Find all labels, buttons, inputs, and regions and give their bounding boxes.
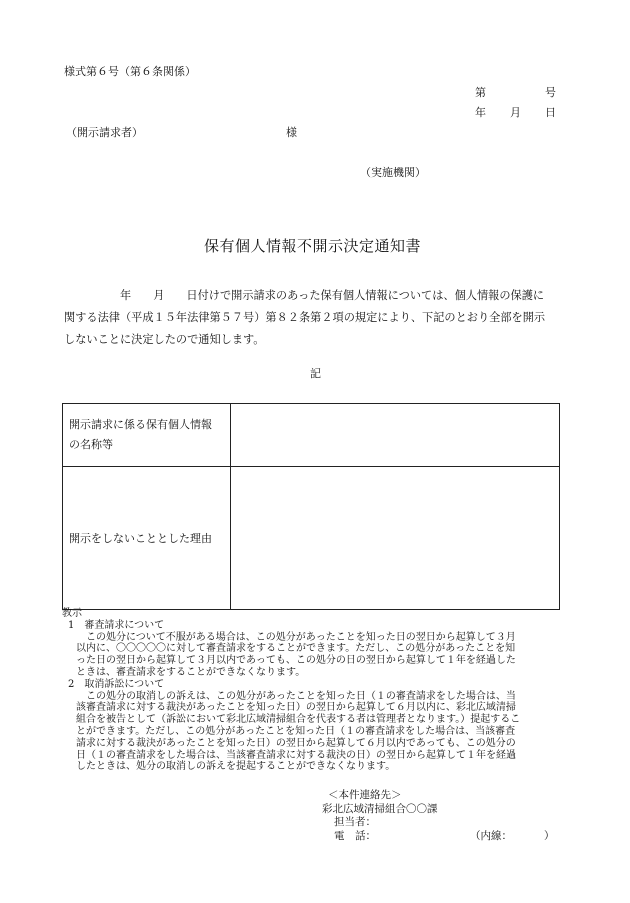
notice-item-1-title: 1 審査請求について	[68, 619, 165, 631]
notice-item-2-title: 2 取消訴訟について	[68, 678, 165, 690]
contact-ext-open: （内線：	[470, 829, 512, 842]
row1-label	[63, 404, 231, 467]
notice-section	[62, 608, 572, 773]
notice-item-2-line-4: とができます。ただし、この処分があったことを知った日（１の審査請求をした場合は、当該審査	[76, 725, 516, 737]
doc-number-go: 号	[545, 86, 556, 99]
record-table	[62, 403, 560, 610]
form-label: 様式第６号（第６条関係）	[64, 65, 196, 78]
doc-number-dai: 第	[475, 86, 486, 99]
notice-item-2-line-3: 組合を被告として（訴訟において彩北広域清掃組合を代表する者は管理者となります。）提起するこ	[76, 714, 521, 726]
contact-phone-label: 電 話：	[334, 829, 376, 842]
contact-block	[322, 789, 555, 843]
notice-item-1-line-1: この処分について不服がある場合は、この処分があったことを知った日の翌日から起算して３月	[86, 631, 516, 643]
notice-item-2-line-2: 該審査請求に対する裁決があったことを知った日）の翌日から起算して６月以内に、彩北広域清掃	[76, 702, 516, 714]
contact-org: 彩北広域清掃組合〇〇課	[322, 802, 438, 815]
date-month: 月	[510, 106, 521, 119]
notice-item-2-line-1: この処分の取消しの訴えは、この処分があったことを知った日（１の審査請求をした場合は、当	[86, 690, 516, 702]
notice-item-1-line-4: ときは、審査請求をすることができなくなります。	[76, 666, 306, 678]
body-paragraph	[64, 285, 572, 351]
requester-label: （開示請求者）	[66, 126, 143, 139]
notice-item-1-line-2: 以内に、〇〇〇〇〇に対して審査請求をすることができます。ただし、この処分があったことを知	[76, 643, 516, 655]
document-title: 保有個人情報不開示決定通知書	[204, 237, 422, 255]
body-line-3: しないことに決定したので通知します。	[64, 333, 265, 346]
row1-value[interactable]	[231, 404, 560, 467]
body-line-1: 日付けで開示請求のあった保有個人情報については、個人情報の保護に	[186, 289, 545, 302]
contact-person-label: 担当者：	[334, 816, 376, 828]
requester-sama: 様	[286, 126, 297, 139]
notice-item-2-line-7: したときは、処分の取消しの訴えを提起することができなくなります。	[76, 761, 396, 773]
agency-label: （実施機関）	[360, 166, 426, 179]
row1-label-line-a: 開示請求に係る保有個人情報	[69, 418, 212, 431]
notice-heading: 教示	[62, 608, 82, 619]
contact-heading: ＜本件連絡先＞	[328, 789, 402, 801]
body-year: 年	[120, 289, 132, 302]
row2-label: 開示をしないこととした理由	[63, 467, 231, 610]
date-day: 日	[545, 106, 556, 119]
notice-item-2-line-6: 日（１の審査請求をした場合は、当該審査請求に対する裁決の日）の翌日から起算して１年を経過	[76, 749, 516, 761]
contact-ext-close: ）	[544, 829, 555, 842]
row1-label-line-b: の名称等	[69, 438, 113, 451]
notice-item-2-line-5: 請求に対する裁決があったことを知った日）の翌日から起算して６月以内であっても、この処分の	[76, 737, 516, 749]
body-month: 月	[153, 289, 165, 302]
notice-item-1-line-3: った日の翌日から起算して３月以内であっても、この処分の日の翌日から起算して１年を経過した	[76, 655, 516, 667]
date-year: 年	[475, 106, 486, 119]
row2-value[interactable]	[231, 467, 560, 610]
body-line-2: 関する法律（平成１５年法律第５７号）第８２条第２項の規定により、下記のとおり全部を開示	[64, 311, 546, 324]
ki-label: 記	[310, 367, 321, 380]
